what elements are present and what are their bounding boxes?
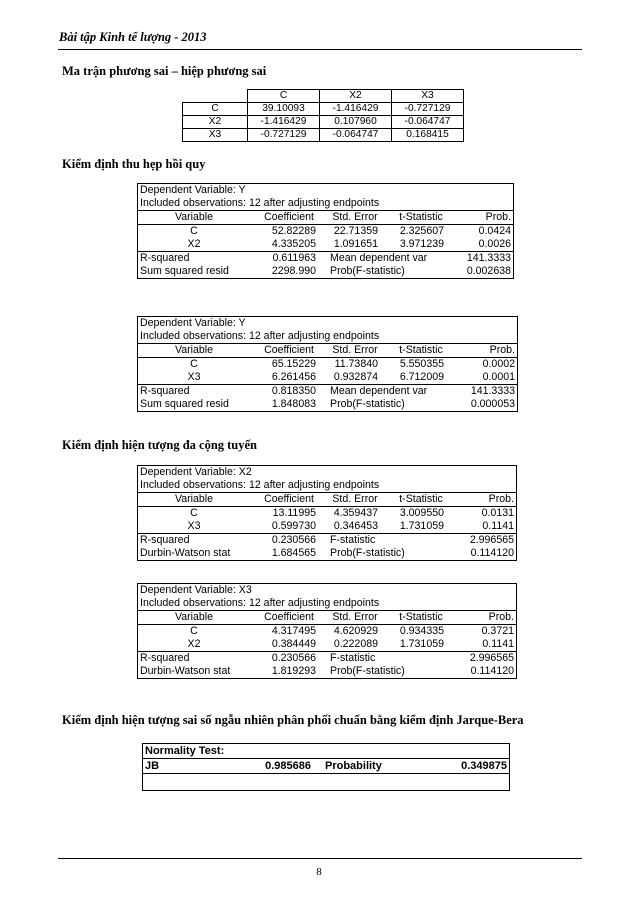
stat-value: 1.684565 bbox=[271, 547, 316, 559]
t-statistic-value: 2.325607 bbox=[399, 225, 444, 237]
variable-name: C bbox=[190, 358, 198, 370]
stat-label-right: F-statistic bbox=[330, 534, 376, 546]
variable-name: C bbox=[190, 625, 198, 637]
stat-label: Sum squared resid bbox=[140, 265, 229, 277]
jb-value: 0.985686 bbox=[265, 760, 311, 772]
std-error-value: 11.73840 bbox=[334, 358, 378, 370]
included-observations: Included observations: 12 after adjusting endpoints bbox=[140, 597, 380, 609]
coef-header-row bbox=[138, 493, 516, 507]
prob-value: 0.1141 bbox=[482, 638, 514, 650]
std-error-value: 0.932874 bbox=[333, 371, 378, 383]
summary-stat-row bbox=[138, 534, 516, 547]
covariance-cell: 0.168415 bbox=[392, 129, 464, 142]
summary-stat-row bbox=[138, 398, 517, 411]
std-error-value: 4.620929 bbox=[333, 625, 378, 637]
t-statistic-value: 3.009550 bbox=[399, 507, 444, 519]
stat-value-right: 0.114120 bbox=[470, 665, 514, 677]
header-prob: Prob. bbox=[488, 611, 514, 623]
header-prob: Prob. bbox=[488, 493, 514, 505]
prob-value: 0.3721 bbox=[481, 625, 514, 637]
regression-box bbox=[137, 183, 514, 279]
stat-label: Durbin-Watson stat bbox=[140, 547, 231, 559]
summary-stat-row bbox=[138, 665, 516, 678]
dependent-variable-row bbox=[138, 466, 516, 479]
coef-row bbox=[138, 238, 513, 252]
prob-value: 0.0424 bbox=[478, 225, 511, 237]
included-observations: Included observations: 12 after adjusting endpoints bbox=[140, 197, 380, 209]
jb-label: JB bbox=[145, 760, 160, 772]
header-coefficient: Coefficient bbox=[264, 344, 314, 356]
stat-label: R-squared bbox=[140, 252, 190, 264]
header-std-error: Std. Error bbox=[332, 344, 378, 356]
variable-name: C bbox=[190, 225, 198, 237]
probability-value: 0.349875 bbox=[461, 760, 507, 772]
variable-name: X2 bbox=[187, 238, 201, 250]
std-error-value: 0.346453 bbox=[333, 520, 378, 532]
coef-row bbox=[138, 625, 516, 638]
variable-name: X3 bbox=[187, 371, 201, 383]
covariance-cell: -1.416429 bbox=[320, 103, 392, 116]
prob-value: 0.0131 bbox=[481, 507, 514, 519]
stat-value: 0.611963 bbox=[272, 252, 316, 264]
stat-value-right: 2.996565 bbox=[469, 534, 514, 546]
stat-label-right: Prob(F-statistic) bbox=[330, 265, 405, 277]
summary-stat-row bbox=[138, 252, 513, 265]
stat-value-right: 2.996565 bbox=[469, 652, 514, 664]
stat-value: 0.230566 bbox=[271, 652, 316, 664]
coefficient-value: 52.82289 bbox=[271, 225, 316, 237]
footer-rule bbox=[58, 858, 582, 859]
header-std-error: Std. Error bbox=[332, 611, 378, 623]
stat-label-right: Prob(F-statistic) bbox=[330, 547, 405, 559]
included-observations: Included observations: 12 after adjusting endpoints bbox=[140, 330, 380, 342]
coefficient-value: 0.384449 bbox=[271, 638, 316, 650]
stat-label-right: Prob(F-statistic) bbox=[330, 665, 405, 677]
header-variable: Variable bbox=[174, 493, 214, 505]
regression-box bbox=[137, 465, 517, 561]
covariance-col-header: X2 bbox=[320, 90, 392, 103]
running-header: Bài tập Kinh tế lượng - 2013 bbox=[59, 30, 207, 44]
included-observations-row bbox=[138, 197, 513, 211]
header-t-statistic: t-Statistic bbox=[399, 493, 443, 505]
stat-label: Durbin-Watson stat bbox=[140, 665, 231, 677]
normality-test-box bbox=[142, 743, 510, 791]
std-error-value: 4.359437 bbox=[333, 507, 378, 519]
std-error-value: 0.222089 bbox=[333, 638, 378, 650]
stat-value-right: 0.002638 bbox=[466, 265, 511, 277]
stat-label: Sum squared resid bbox=[140, 398, 229, 410]
covariance-row-header: X2 bbox=[183, 116, 248, 129]
section-normality-heading: Kiểm định hiện tượng sai số ngẫu nhiên phân phối chuẩn bằng kiểm định Jarque-Bera bbox=[62, 713, 524, 727]
header-t-statistic: t-Statistic bbox=[399, 211, 443, 223]
normality-title: Normality Test: bbox=[145, 745, 225, 757]
included-observations: Included observations: 12 after adjusting endpoints bbox=[140, 479, 380, 491]
covariance-cell: 0.107960 bbox=[320, 116, 392, 129]
included-observations-row bbox=[138, 597, 516, 611]
prob-value: 0.0002 bbox=[482, 358, 515, 370]
stat-label-right: Prob(F-statistic) bbox=[330, 398, 405, 410]
stat-value: 0.818350 bbox=[271, 385, 316, 397]
summary-stat-row bbox=[138, 385, 517, 398]
header-prob: Prob. bbox=[489, 344, 515, 356]
std-error-value: 1.091651 bbox=[333, 238, 378, 250]
summary-stat-row bbox=[138, 265, 513, 278]
included-observations-row bbox=[138, 479, 516, 493]
t-statistic-value: 3.971239 bbox=[399, 238, 444, 250]
normality-title-row bbox=[143, 744, 509, 759]
header-coefficient: Coefficient bbox=[264, 493, 314, 505]
header-rule bbox=[58, 49, 582, 50]
prob-value: 0.0001 bbox=[482, 371, 515, 383]
stat-value: 2298.990 bbox=[271, 265, 316, 277]
coef-row bbox=[138, 520, 516, 534]
header-t-statistic: t-Statistic bbox=[399, 344, 443, 356]
variable-name: X2 bbox=[187, 638, 201, 650]
summary-stat-row bbox=[138, 547, 516, 560]
covariance-cell: -0.727129 bbox=[392, 103, 464, 116]
dependent-variable: Dependent Variable: Y bbox=[140, 317, 246, 329]
dependent-variable: Dependent Variable: Y bbox=[140, 184, 246, 196]
variable-name: X3 bbox=[187, 520, 201, 532]
probability-label: Probability bbox=[325, 760, 382, 772]
dependent-variable-row bbox=[138, 317, 517, 330]
header-std-error: Std. Error bbox=[332, 493, 378, 505]
coef-row bbox=[138, 507, 516, 520]
stat-value-right: 141.3333 bbox=[466, 252, 511, 264]
stat-label-right: Mean dependent var bbox=[330, 252, 428, 264]
covariance-cell: -1.416429 bbox=[248, 116, 320, 129]
t-statistic-value: 1.731059 bbox=[399, 520, 444, 532]
coefficient-value: 65.15229 bbox=[271, 358, 316, 370]
coef-header-row bbox=[138, 211, 513, 225]
covariance-row-header: C bbox=[183, 103, 248, 116]
t-statistic-value: 5.550355 bbox=[399, 358, 444, 370]
dependent-variable: Dependent Variable: X3 bbox=[140, 584, 252, 596]
covariance-cell: 39.10093 bbox=[248, 103, 320, 116]
prob-value: 0.0026 bbox=[478, 238, 511, 250]
header-variable: Variable bbox=[174, 211, 214, 223]
stat-value-right: 141.3333 bbox=[470, 385, 515, 397]
coefficient-value: 13.11995 bbox=[272, 507, 316, 519]
stat-label-right: F-statistic bbox=[330, 652, 376, 664]
coef-row bbox=[138, 638, 516, 652]
header-coefficient: Coefficient bbox=[264, 611, 314, 623]
coefficient-value: 0.599730 bbox=[271, 520, 316, 532]
covariance-row-header: X3 bbox=[183, 129, 248, 142]
covariance-corner bbox=[183, 90, 248, 103]
stat-value-right: 0.000053 bbox=[470, 398, 515, 410]
covariance-col-header: C bbox=[248, 90, 320, 103]
header-prob: Prob. bbox=[485, 211, 511, 223]
coefficient-value: 4.335205 bbox=[271, 238, 316, 250]
stat-label-right: Mean dependent var bbox=[330, 385, 428, 397]
covariance-col-header: X3 bbox=[392, 90, 464, 103]
included-observations-row bbox=[138, 330, 517, 344]
stat-label: R-squared bbox=[140, 385, 190, 397]
covariance-row bbox=[183, 103, 464, 116]
header-coefficient: Coefficient bbox=[264, 211, 314, 223]
covariance-row bbox=[183, 116, 464, 129]
normality-result-row bbox=[143, 759, 509, 774]
summary-stat-row bbox=[138, 652, 516, 665]
stat-label: R-squared bbox=[140, 534, 190, 546]
stat-value: 1.848083 bbox=[271, 398, 316, 410]
stat-value: 0.230566 bbox=[271, 534, 316, 546]
coefficient-value: 4.317495 bbox=[271, 625, 316, 637]
covariance-cell: -0.727129 bbox=[248, 129, 320, 142]
coef-header-row bbox=[138, 344, 517, 358]
prob-value: 0.1141 bbox=[482, 520, 514, 532]
stat-value-right: 0.114120 bbox=[470, 547, 514, 559]
coef-row bbox=[138, 358, 517, 371]
t-statistic-value: 6.712009 bbox=[399, 371, 444, 383]
section-covariance-heading: Ma trận phương sai – hiệp phương sai bbox=[62, 64, 267, 78]
dependent-variable-row bbox=[138, 184, 513, 197]
page-number: 8 bbox=[316, 866, 322, 878]
dependent-variable: Dependent Variable: X2 bbox=[140, 466, 252, 478]
header-variable: Variable bbox=[174, 344, 214, 356]
covariance-header-row bbox=[183, 90, 464, 103]
variable-name: C bbox=[190, 507, 198, 519]
regression-box bbox=[137, 583, 517, 679]
coef-row bbox=[138, 371, 517, 385]
covariance-row bbox=[183, 129, 464, 142]
covariance-matrix bbox=[182, 89, 464, 142]
header-t-statistic: t-Statistic bbox=[399, 611, 443, 623]
header-variable: Variable bbox=[174, 611, 214, 623]
stat-value: 1.819293 bbox=[271, 665, 316, 677]
regression-box bbox=[137, 316, 518, 412]
section-multicollinearity-heading: Kiểm định hiện tượng đa cộng tuyến bbox=[62, 438, 258, 452]
coef-header-row bbox=[138, 611, 516, 625]
t-statistic-value: 1.731059 bbox=[399, 638, 444, 650]
header-std-error: Std. Error bbox=[332, 211, 378, 223]
coef-row bbox=[138, 225, 513, 238]
t-statistic-value: 0.934335 bbox=[399, 625, 444, 637]
covariance-cell: -0.064747 bbox=[320, 129, 392, 142]
dependent-variable-row bbox=[138, 584, 516, 597]
coefficient-value: 6.261456 bbox=[271, 371, 316, 383]
covariance-cell: -0.064747 bbox=[392, 116, 464, 129]
stat-label: R-squared bbox=[140, 652, 190, 664]
section-narrowing-heading: Kiểm định thu hẹp hồi quy bbox=[62, 157, 206, 171]
std-error-value: 22.71359 bbox=[333, 225, 378, 237]
